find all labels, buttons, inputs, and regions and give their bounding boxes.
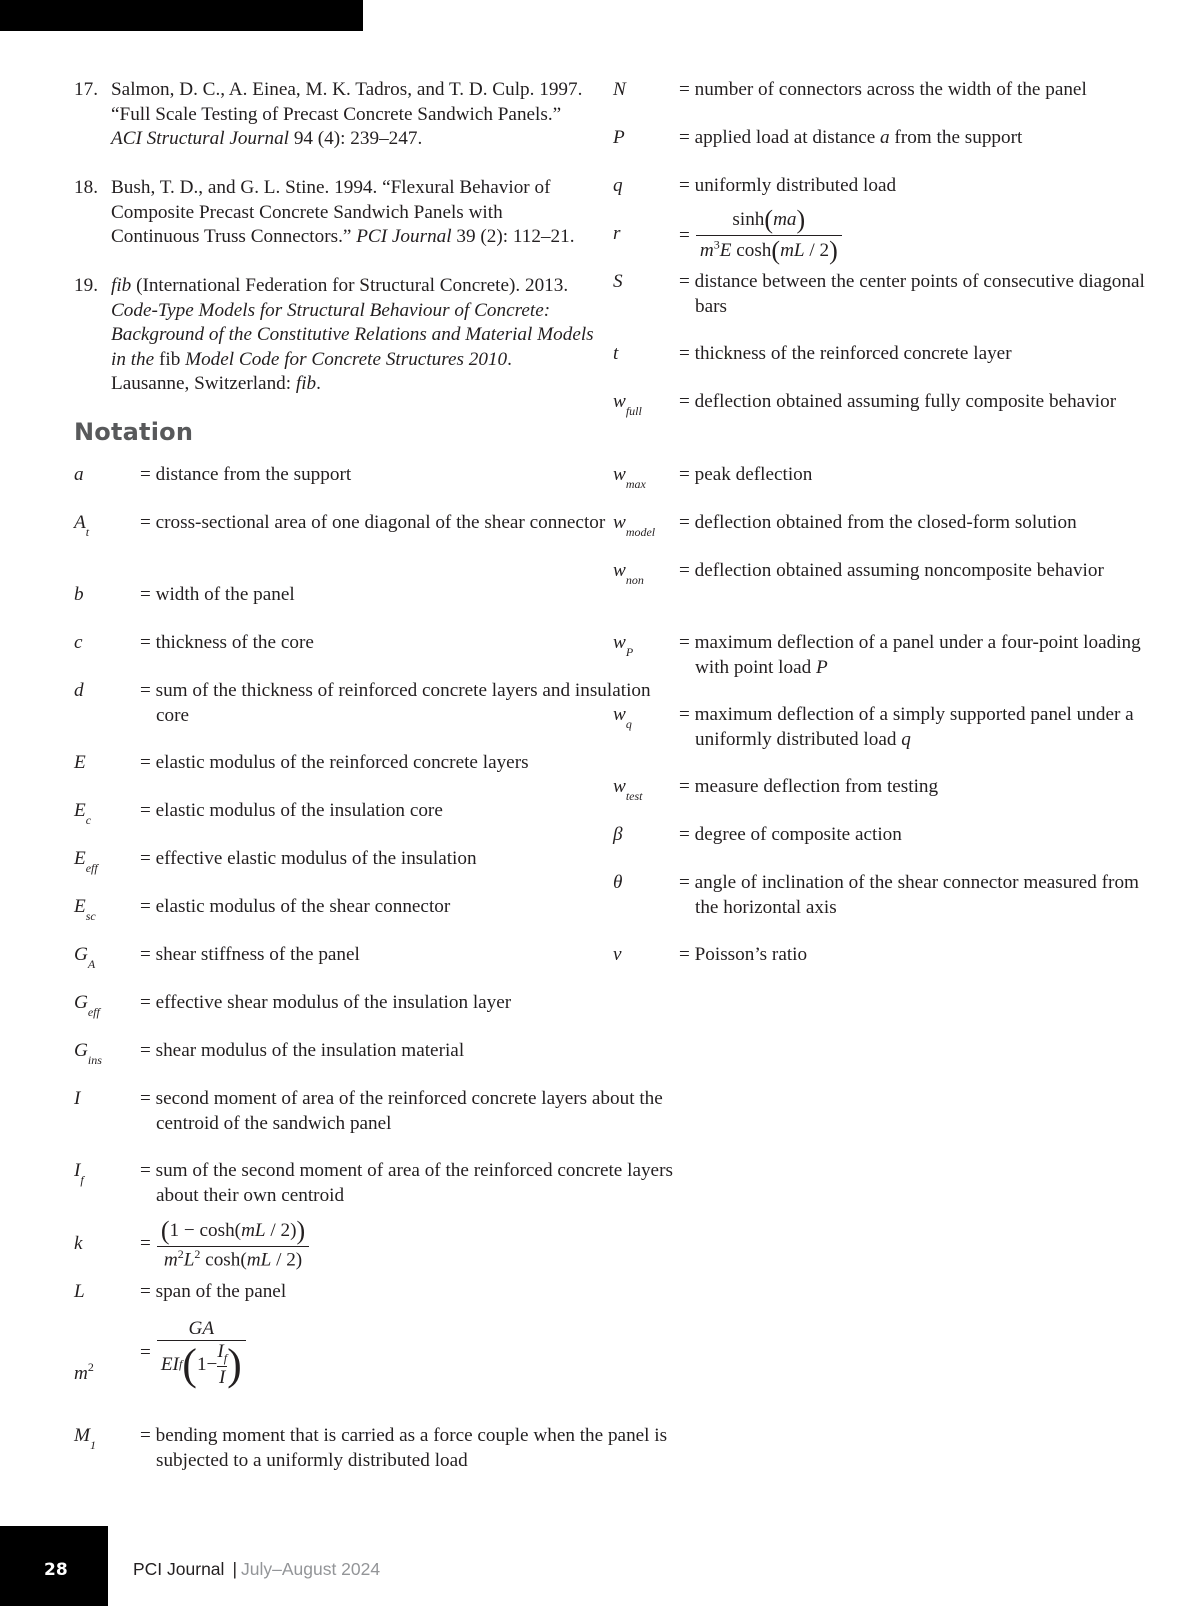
reference-text: Bush, T. D., and G. L. Stine. 1994. “Flexural Behavior of Composite Precast Concrete Sandwich Panels with Continuous Truss Connectors.” <box>111 177 551 247</box>
notation-symbol: $E_c$ <box>74 800 92 827</box>
reference-number: 18. <box>74 177 98 198</box>
notation-symbol: k <box>74 1233 83 1254</box>
reference-list <box>74 78 594 421</box>
notation-symbol: $A_t$ <box>74 512 90 539</box>
reference-text: fib <box>158 348 181 370</box>
formula-m2: = GA EI f ( 1− $I_f$ I ) <box>140 1318 246 1389</box>
notation-symbol: $w_{non}$ <box>613 560 644 587</box>
notation-symbol: c <box>74 632 83 653</box>
notation-definition: = number of connectors across the width of the panel <box>679 79 1087 100</box>
notation-symbol: d <box>74 680 84 701</box>
reference-item <box>74 274 594 397</box>
reference-text: Salmon, D. C., A. Einea, M. K. Tadros, and T. D. Culp. 1997. “Full Scale Testing of Precast Concrete Sandwich Panels.” <box>111 79 583 125</box>
reference-text: . Lausanne, Switzerland: <box>111 348 512 394</box>
top-black-bar <box>0 0 363 31</box>
reference-item <box>74 78 594 152</box>
notation-definition: = angle of inclination of the shear connector measured from the horizontal axis <box>679 872 1139 918</box>
notation-definition: = width of the panel <box>140 584 295 605</box>
notation-definition: = effective elastic modulus of the insulation <box>140 848 477 869</box>
formula-r-denominator: $m^3E$ cosh(mL / 2) <box>699 236 838 265</box>
notation-symbol: q <box>613 175 623 196</box>
notation-symbol: N <box>613 79 626 100</box>
notation-definition: = maximum deflection of a panel under a four-point loading with point load P <box>679 632 1141 678</box>
notation-definition: = Poisson’s ratio <box>679 944 808 965</box>
notation-symbol: $w_{full}$ <box>613 391 642 418</box>
notation-definition: = degree of composite action <box>679 824 902 845</box>
notation-definition: = applied load at distance a from the support <box>679 127 1023 148</box>
reference-text: PCI Journal <box>356 226 452 247</box>
reference-text: fib <box>295 373 317 394</box>
notation-definition: = elastic modulus of the insulation core <box>140 800 443 821</box>
notation-symbol: ν <box>613 944 622 965</box>
notation-symbol: $I_f$ <box>74 1160 84 1187</box>
notation-symbol: $M_1$ <box>74 1425 96 1452</box>
reference-text: fib <box>111 275 132 296</box>
notation-definition: = cross-sectional area of one diagonal of the shear connector <box>140 512 606 533</box>
notation-definition: = deflection obtained assuming noncomposite behavior <box>679 560 1104 581</box>
reference-text: ACI Structural Journal <box>111 128 290 149</box>
notation-definition: = deflection obtained assuming fully composite behavior <box>679 391 1117 412</box>
notation-definition: = span of the panel <box>140 1281 287 1302</box>
formula-k-numerator: (1 − cosh(mL / 2)) <box>160 1216 306 1245</box>
formula-r-numerator: sinh(ma) <box>732 205 806 234</box>
footer-running-title <box>133 1559 380 1580</box>
notation-definition: = thickness of the reinforced concrete layer <box>679 343 1012 364</box>
reference-text: . <box>316 373 321 394</box>
formula-m2-denominator: EI f ( 1− $I_f$ I ) <box>160 1339 242 1389</box>
reference-text: Model Code for Concrete Structures 2010 <box>180 348 508 370</box>
reference-text: (International Federation for Structural Concrete). 2013. <box>131 275 569 296</box>
notation-symbol: $G_{eff}$ <box>74 992 100 1019</box>
notation-definition: = bending moment that is carried as a force couple when the panel is subjected to a uniformly distributed load <box>140 1425 668 1471</box>
notation-symbol: $w_{test}$ <box>613 776 643 803</box>
notation-definition: = uniformly distributed load <box>679 175 897 196</box>
notation-symbol: $w_{max}$ <box>613 464 646 491</box>
notation-symbol: β <box>613 824 623 845</box>
notation-symbol: $m^2$ <box>74 1360 94 1384</box>
notation-symbol: $w_{model}$ <box>613 512 656 539</box>
reference-item <box>74 176 594 250</box>
notation-symbol: $G_A$ <box>74 944 96 971</box>
notation-symbol: r <box>613 223 621 244</box>
notation-symbol: $w_P$ <box>613 632 634 659</box>
notation-symbol: $E_{sc}$ <box>74 896 96 923</box>
footer-journal: PCI Journal <box>133 1559 225 1579</box>
formula-m2-numerator: GA <box>188 1318 215 1339</box>
notation-definition: = maximum deflection of a simply supported panel under a uniformly distributed load q <box>679 704 1134 750</box>
notation-definition: = peak deflection <box>679 464 813 485</box>
notation-definition: = sum of the second moment of area of the reinforced concrete layers about their own centroid <box>140 1160 673 1206</box>
notation-symbol: b <box>74 584 84 605</box>
reference-number: 17. <box>74 79 98 100</box>
notation-symbol: E <box>74 752 86 773</box>
reference-text: Code-Type Models for Structural Behaviour of Concrete: Background of the Constitutive Relations and Material Models in the <box>111 299 594 370</box>
formula-r: = $\frac{\sinh(ma)}{m^3E \cosh(mL / 2)}$ <box>679 205 842 266</box>
notation-definition: = distance between the center points of consecutive diagonal bars <box>679 271 1145 317</box>
notation-symbol: $G_{ins}$ <box>74 1040 102 1067</box>
notation-symbol: $w_q$ <box>613 704 632 731</box>
notation-definition: = distance from the support <box>140 464 352 485</box>
notation-symbol: I <box>74 1088 81 1109</box>
formula-k: = $\frac{(1 - \cosh(mL / 2))}{m^2L^2 \cosh(mL / 2)}$ <box>140 1216 309 1271</box>
notation-definition: = shear modulus of the insulation material <box>140 1040 465 1061</box>
reference-text: 94 (4): 239–247. <box>289 128 423 149</box>
notation-heading: Notation <box>74 418 194 446</box>
reference-text: 39 (2): 112–21. <box>451 226 575 247</box>
footer-issue: July–August 2024 <box>240 1559 381 1579</box>
notation-definition: = measure deflection from testing <box>679 776 939 797</box>
notation-symbol: $E_{eff}$ <box>74 848 98 875</box>
notation-definition: = sum of the thickness of reinforced concrete layers and insulation core <box>140 680 651 726</box>
notation-definition: = deflection obtained from the closed-form solution <box>679 512 1077 533</box>
notation-definition: = second moment of area of the reinforced concrete layers about the centroid of the sandwich panel <box>140 1088 663 1134</box>
notation-symbol: t <box>613 343 619 364</box>
formula-k-denominator: $m^2L^2$ cosh(mL / 2) <box>163 1247 303 1271</box>
notation-definition: = effective shear modulus of the insulation layer <box>140 992 512 1013</box>
notation-symbol: L <box>74 1281 85 1302</box>
notation-symbol: P <box>613 127 625 148</box>
page-number: 28 <box>44 1560 68 1580</box>
notation-symbol: a <box>74 464 84 485</box>
notation-definition: = thickness of the core <box>140 632 314 653</box>
footer-separator: | <box>232 1559 237 1579</box>
notation-definition: = elastic modulus of the reinforced concrete layers <box>140 752 529 773</box>
notation-symbol: S <box>613 271 623 292</box>
reference-number: 19. <box>74 275 98 296</box>
notation-definition: = shear stiffness of the panel <box>140 944 360 965</box>
notation-symbol: θ <box>613 872 623 893</box>
notation-definition: = elastic modulus of the shear connector <box>140 896 451 917</box>
